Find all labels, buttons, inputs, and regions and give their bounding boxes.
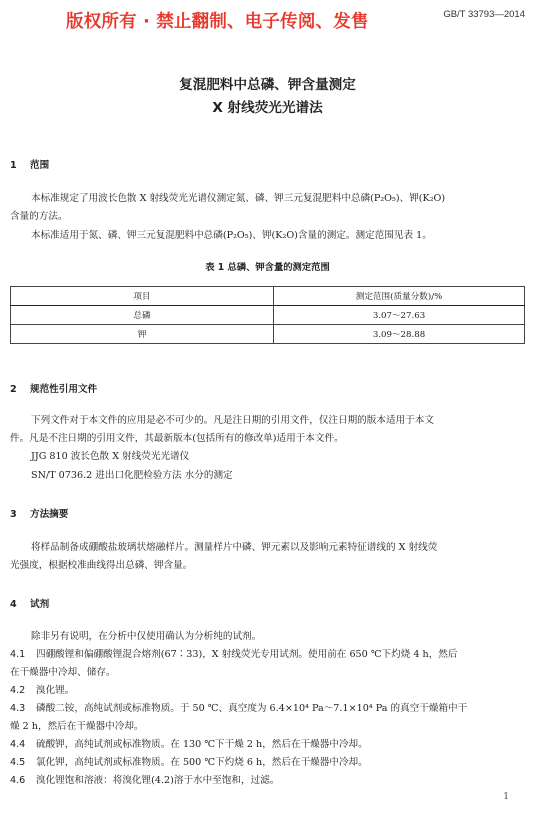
section-number: 2 bbox=[10, 384, 17, 395]
item-number: 4.6 bbox=[10, 775, 26, 786]
item-text: 溴化锂饱和溶液：将溴化锂(4.2)溶于水中至饱和，过滤。 bbox=[36, 775, 280, 786]
section-heading-normative-references bbox=[10, 381, 97, 395]
section-number: 4 bbox=[10, 599, 17, 610]
item-text-continued: 燥 2 h，然后在干燥器中冷却。 bbox=[10, 721, 144, 732]
paragraph: 将样品制备成硼酸盐玻璃状熔融样片。测量样片中磷、钾元素以及影响元素特征谱线的 X 射线荧 bbox=[31, 542, 438, 553]
section-title: 范围 bbox=[30, 160, 50, 171]
reagent-item bbox=[10, 739, 368, 751]
table-header-cell: 测定范围(质量分数)/% bbox=[274, 287, 525, 306]
table-header-cell: 项目 bbox=[11, 287, 274, 306]
table-cell: 总磷 bbox=[11, 306, 274, 325]
paragraph: 本标准适用于氮、磷、钾三元复混肥料中总磷(P₂O₅)、钾(K₂O)含量的测定。测定范围见表 1。 bbox=[31, 230, 432, 241]
section-number: 1 bbox=[10, 160, 17, 171]
paragraph: 光强度，根据校准曲线得出总磷、钾含量。 bbox=[10, 560, 193, 571]
reagent-item bbox=[10, 649, 458, 661]
reagent-item bbox=[10, 685, 74, 697]
reference-item: SN/T 0736.2 进出口化肥检验方法 水分的测定 bbox=[31, 470, 233, 481]
table-row bbox=[11, 325, 525, 344]
section-heading-reagents bbox=[10, 596, 49, 610]
standard-number: GB/T 33793—2014 bbox=[443, 9, 525, 20]
table-cell: 3.09～28.88 bbox=[274, 325, 525, 344]
section-heading-method-summary bbox=[10, 506, 68, 520]
paragraph: 除非另有说明，在分析中仅使用确认为分析纯的试剂。 bbox=[31, 631, 262, 642]
item-number: 4.4 bbox=[10, 739, 26, 750]
section-title: 方法摘要 bbox=[30, 509, 69, 520]
item-number: 4.1 bbox=[10, 649, 26, 660]
item-number: 4.2 bbox=[10, 685, 26, 696]
reference-item: JJG 810 波长色散 X 射线荧光光谱仪 bbox=[31, 451, 190, 462]
item-text: 硫酸钾，高纯试剂或标准物质。在 130 ℃下干燥 2 h，然后在干燥器中冷却。 bbox=[36, 739, 368, 750]
table-cell: 钾 bbox=[11, 325, 274, 344]
paragraph: 下列文件对于本文件的应用是必不可少的。凡是注日期的引用文件，仅注日期的版本适用于本文 bbox=[31, 415, 434, 426]
item-text-continued: 在干燥器中冷却、储存。 bbox=[10, 667, 116, 678]
paragraph: 件。凡是不注日期的引用文件，其最新版本(包括所有的修改单)适用于本文件。 bbox=[10, 433, 344, 444]
item-number: 4.3 bbox=[10, 703, 26, 714]
item-text: 四硼酸锂和偏硼酸锂混合熔剂(67∶33)，X 射线荧光专用试剂。使用前在 650 ℃下灼烧 4 h，然后 bbox=[36, 649, 458, 660]
page-number: 1 bbox=[503, 792, 509, 802]
reagent-item bbox=[10, 775, 279, 787]
item-text: 溴化锂。 bbox=[36, 685, 75, 696]
reagent-item bbox=[10, 703, 467, 715]
item-text: 磷酸二铵，高纯试剂或标准物质。于 50 ℃、真空度为 6.4×10⁴ Pa～7.1×10⁴ Pa 的真空干燥箱中干 bbox=[36, 703, 468, 714]
paragraph: 本标准规定了用波长色散 X 射线荧光光谱仪测定氮、磷、钾三元复混肥料中总磷(P₂O₅)、钾(K₂O) bbox=[31, 193, 446, 204]
section-title: 试剂 bbox=[30, 599, 50, 610]
table-row bbox=[11, 306, 525, 325]
measurement-range-table bbox=[10, 286, 525, 344]
section-heading-scope bbox=[10, 157, 49, 171]
document-title: 复混肥料中总磷、钾含量测定 bbox=[179, 77, 356, 93]
paragraph: 含量的方法。 bbox=[10, 211, 68, 222]
table-header-row bbox=[11, 287, 525, 306]
watermark-text: 版权所有 · 禁止翻制、电子传阅、发售 bbox=[66, 12, 369, 32]
reagent-item bbox=[10, 757, 368, 769]
section-title: 规范性引用文件 bbox=[30, 384, 98, 395]
item-text: 氯化钾，高纯试剂或标准物质。在 500 ℃下灼烧 6 h，然后在干燥器中冷却。 bbox=[36, 757, 368, 768]
table-cell: 3.07～27.63 bbox=[274, 306, 525, 325]
section-number: 3 bbox=[10, 509, 17, 520]
table-caption: 表 1 总磷、钾含量的测定范围 bbox=[205, 262, 330, 273]
document-subtitle: X 射线荧光光谱法 bbox=[212, 100, 323, 116]
item-number: 4.5 bbox=[10, 757, 26, 768]
